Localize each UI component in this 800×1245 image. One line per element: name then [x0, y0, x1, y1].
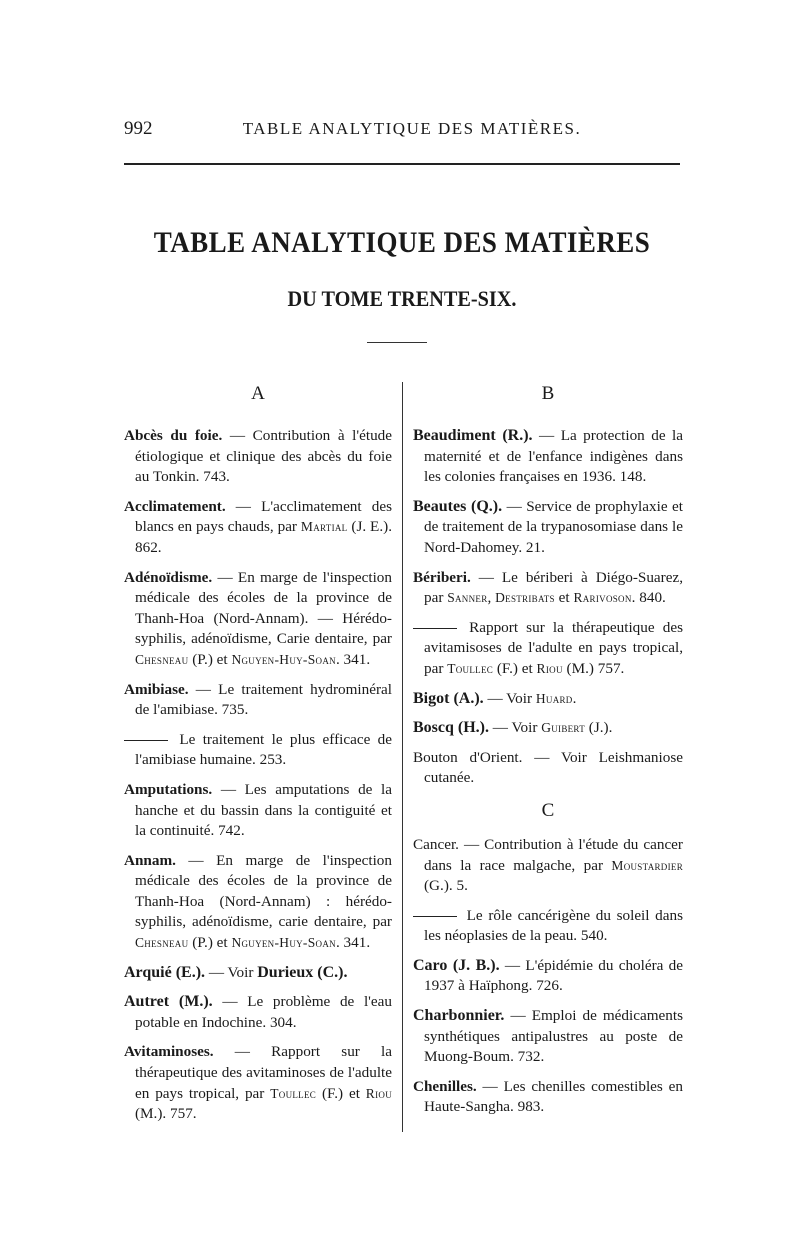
index-entry: Cancer. — Contribution à l'étude du cancer dans la race malgache, par Moustardier (G.). 5. — [413, 835, 683, 895]
index-subentry: Le traitement le plus efficace de l'amibiase humaine. 253. — [124, 730, 392, 771]
page-number: 992 — [124, 118, 153, 139]
index-entry: Boscq (H.). — Voir Guibert (J.). — [413, 719, 613, 737]
index-entry: Beautes (Q.). — Service de prophylaxie et de traitement de la trypanosomiase dans le Nord-Dahomey. 21. — [413, 497, 683, 556]
header-rule — [124, 163, 680, 165]
section-letter-b: B — [541, 383, 555, 404]
main-title: TABLE ANALYTIQUE DES MATIÈRES — [153, 226, 651, 259]
index-entry: Charbonnier. — Emploi de médicaments synthétiques antipalustres au poste de Muong-Boum. 732. — [413, 1007, 683, 1066]
index-entry: Annam. — En marge de l'inspection médicale des écoles de la province de Thanh-Hoa (Nord-Annam) : hérédo-syphilis, adénoïdisme, carie dentaire, par Chesneau (P.) et Nguyen-Huy-Soan. 341. — [124, 851, 392, 952]
index-entry: Beaudiment (R.). — La protection de la maternité et de l'enfance indigènes dans les colonies françaises en 1936. 148. — [413, 427, 683, 486]
index-entry: Acclimatement. — L'acclimatement des blancs en pays chauds, par Martial (J. E.). 862. — [124, 497, 392, 556]
index-subentry: Rapport sur la thérapeutique des avitamisoses de l'adulte en pays tropical, par Toullec (F.) et Riou (M.) 757. — [413, 618, 683, 680]
index-entry: Bériberi. — Le bériberi à Diégo-Suarez, par Sanner, Destribats et Rarivoson. 840. — [413, 568, 683, 607]
index-entry: Bigot (A.). — Voir Huard. — [413, 689, 577, 707]
index-entry: Amputations. — Les amputations de la hanche et du bassin dans la contiguité et la continuité. 742. — [124, 780, 392, 840]
index-entry: Chenilles. — Les chenilles comestibles en Haute-Sangha. 983. — [413, 1077, 683, 1116]
index-entry: Abcès du foie. — Contribution à l'étude étiologique et clinique des abcès du foie au Tonkin. 743. — [124, 427, 393, 486]
section-letter-a: A — [251, 383, 265, 404]
right-column — [413, 382, 683, 1127]
running-title: TABLE ANALYTIQUE DES MATIÈRES. — [242, 119, 582, 138]
left-column — [124, 382, 392, 1134]
index-entry: Arquié (E.). — Voir Durieux (C.). — [124, 963, 348, 981]
index-entry: Avitaminoses. — Rapport sur la thérapeutique des avitaminoses de l'adulte en pays tropical, par Toullec (F.) et Riou (M.). 757. — [124, 1043, 392, 1123]
title-divider — [367, 342, 427, 343]
index-entry: Adénoïdisme. — En marge de l'inspection médicale des écoles de la province de Thanh-Hoa (Nord-Annam). — Hérédo-syphilis, adénoïdisme, Carie dentaire, par Chesneau (P.) et Nguyen-Huy-Soan. 341. — [124, 568, 392, 668]
index-entry: Autret (M.). — Le problème de l'eau potable en Indochine. 304. — [124, 993, 392, 1031]
column-divider — [402, 382, 403, 1132]
subtitle: DU TOME TRENTE-SIX. — [287, 286, 517, 311]
index-subentry: Le rôle cancérigène du soleil dans les néoplasies de la peau. 540. — [413, 906, 683, 947]
running-header — [124, 118, 680, 148]
index-entry: Bouton d'Orient. — Voir Leishmaniose cutanée. — [413, 748, 683, 787]
index-entry: Caro (J. B.). — L'épidémie du choléra de 1937 à Haïphong. 726. — [413, 956, 683, 995]
index-entry: Amibiase. — Le traitement hydrominéral de l'amibiase. 735. — [124, 680, 392, 719]
section-letter-c: C — [541, 799, 555, 821]
